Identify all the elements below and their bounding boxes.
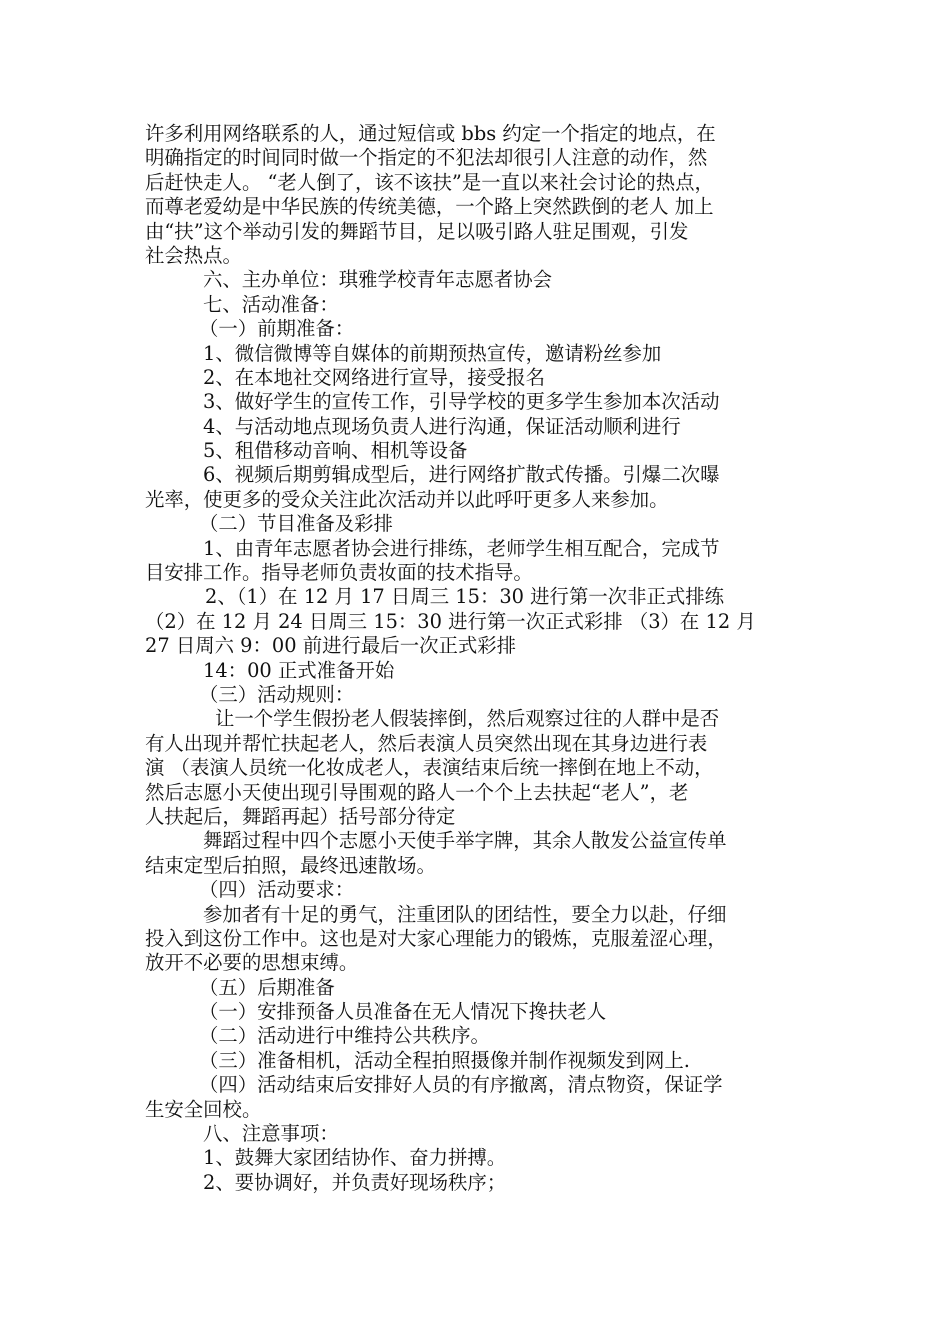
list-item: 3、做好学生的宣传工作，引导学校的更多学生参加本次活动: [203, 390, 720, 414]
list-item: 1、微信微博等自媒体的前期预热宣传，邀请粉丝参加: [203, 341, 662, 365]
list-item: 6、视频后期剪辑成型后，进行网络扩散式传播。引爆二次曝: [203, 463, 720, 487]
list-item: （二）活动进行中维持公共秩序。: [199, 1024, 490, 1048]
text-line: 人扶起后，舞蹈再起）括号部分待定: [145, 804, 456, 828]
text-line: （2）在 12 月 24 日周三 15：30 进行第一次正式彩排 （3）在 12 月: [145, 609, 756, 633]
text-line: 由“扶”这个举动引发的舞蹈节目，足以吸引路人驻足围观，引发: [145, 219, 689, 243]
section-heading: 七、活动准备：: [203, 292, 339, 316]
text-line: 而尊老爱幼是中华民族的传统美德，一个路上突然跌倒的老人 加上: [145, 195, 714, 219]
list-item: 2、在本地社交网络进行宣导，接受报名: [203, 365, 545, 389]
text-line: 然后志愿小天使出现引导围观的路人一个个上去扶起“老人”，老: [145, 780, 689, 804]
text-line: 演 （表演人员统一化妆成老人，表演结束后统一摔倒在地上不动，: [145, 756, 714, 780]
subsection-heading: （三）活动规则：: [199, 682, 355, 706]
text-line: 舞蹈过程中四个志愿小天使手举字牌，其余人散发公益宣传单: [203, 829, 727, 853]
text-line: 27 日周六 9：00 前进行最后一次正式彩排: [145, 634, 517, 658]
text-line: 14：00 正式准备开始: [203, 658, 395, 682]
text-line: 参加者有十足的勇气，注重团队的团结性，要全力以赴，仔细: [203, 902, 727, 926]
list-item: 1、鼓舞大家团结协作、奋力拼搏。: [203, 1146, 507, 1170]
text-line: 后赶快走人。 “老人倒了，该不该扶”是一直以来社会讨论的热点，: [145, 170, 714, 194]
text-line: 投入到这份工作中。这也是对大家心理能力的锻炼，克服羞涩心理，: [145, 926, 727, 950]
list-item: 2、要协调好，并负责好现场秩序；: [203, 1170, 507, 1194]
subsection-heading: （二）节目准备及彩排: [199, 512, 393, 536]
text-line: 社会热点。: [145, 243, 242, 267]
list-item: 5、租借移动音响、相机等设备: [203, 439, 468, 463]
subsection-heading: （四）活动要求：: [199, 878, 355, 902]
list-item: （三）准备相机，活动全程拍照摄像并制作视频发到网上.: [199, 1048, 690, 1072]
list-item: 2、（1）在 12 月 17 日周三 15：30 进行第一次非正式排练: [205, 585, 725, 609]
subsection-heading: （一）前期准备：: [199, 317, 355, 341]
list-item: （四）活动结束后安排好人员的有序撤离，清点物资，保证学: [199, 1073, 723, 1097]
text-line: 目安排工作。指导老师负责妆面的技术指导。: [145, 561, 533, 585]
text-line: 生安全回校。: [145, 1097, 262, 1121]
text-line: 光率，使更多的受众关注此次活动并以此呼吁更多人来参加。: [145, 487, 669, 511]
text-line: 许多利用网络联系的人，通过短信或 bbs 约定一个指定的地点，在: [145, 122, 716, 145]
section-heading: 六、主办单位：琪雅学校青年志愿者协会: [203, 268, 553, 292]
list-item: 4、与活动地点现场负责人进行沟通，保证活动顺利进行: [203, 414, 681, 438]
text-line: 明确指定的时间同时做一个指定的不犯法却很引人注意的动作，然: [145, 146, 708, 170]
list-item: 1、由青年志愿者协会进行排练，老师学生相互配合，完成节: [203, 536, 720, 560]
list-item: （一）安排预备人员准备在无人情况下搀扶老人: [199, 1000, 607, 1024]
document-page: [145, 122, 820, 1195]
section-heading: 八、注意事项：: [203, 1122, 339, 1146]
text-line: 结束定型后拍照，最终迅速散场。: [145, 853, 436, 877]
text-line: 有人出现并帮忙扶起老人，然后表演人员突然出现在其身边进行表: [145, 731, 708, 755]
text-line: 让一个学生假扮老人假装摔倒，然后观察过往的人群中是否: [215, 707, 720, 731]
subsection-heading: （五）后期准备: [199, 975, 335, 999]
text-line: 放开不必要的思想束缚。: [145, 951, 359, 975]
